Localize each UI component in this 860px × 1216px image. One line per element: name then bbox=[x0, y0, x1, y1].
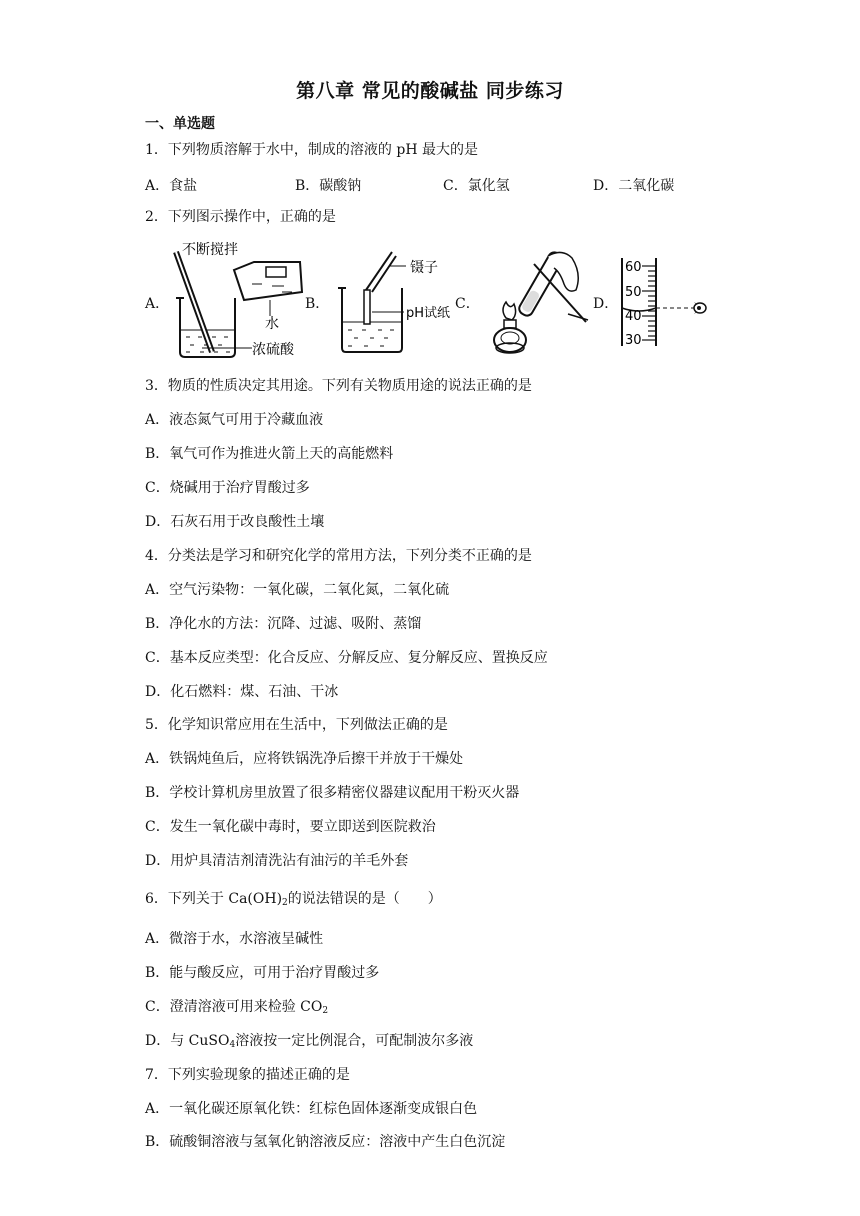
question-3-stem: 3．物质的性质决定其用途。下列有关物质用途的说法正确的是 bbox=[145, 378, 532, 394]
q6-option-b: B．能与酸反应，可用于治疗胃酸过多 bbox=[145, 965, 380, 981]
q4-option-c: C．基本反应类型：化合反应、分解反应、复分解反应、置换反应 bbox=[145, 650, 548, 666]
q3-option-d: D．石灰石用于改良酸性土壤 bbox=[145, 514, 325, 530]
q6-option-c-subscript: 2 bbox=[322, 1006, 329, 1016]
q6-option-c bbox=[145, 998, 328, 1020]
q4-option-a: A．空气污染物：一氧化碳，二氧化氮，二氧化硫 bbox=[145, 582, 450, 598]
q2-label-c: C． bbox=[455, 296, 480, 312]
tick-label: 60 bbox=[625, 260, 642, 275]
question-5-stem: 5．化学知识常应用在生活中，下列做法正确的是 bbox=[145, 717, 448, 733]
q3-option-a: A．液态氮气可用于冷藏血液 bbox=[145, 412, 324, 428]
q1-option-a: A．食盐 bbox=[145, 178, 198, 194]
q6-option-d-subscript: 4 bbox=[229, 1040, 236, 1050]
label-tweezers: 镊子 bbox=[410, 260, 438, 276]
q5-option-b: B．学校计算机房里放置了很多精密仪器建议配用干粉灭火器 bbox=[145, 785, 520, 801]
tick-label: 30 bbox=[625, 333, 642, 348]
question-6-stem bbox=[145, 890, 442, 912]
label-stir: 不断搅拌 bbox=[182, 242, 238, 258]
figure-ph-test bbox=[322, 248, 462, 354]
question-4-stem: 4．分类法是学习和研究化学的常用方法，下列分类不正确的是 bbox=[145, 548, 532, 564]
question-1-stem: 1．下列物质溶解于水中，制成的溶液的 pH 最大的是 bbox=[145, 142, 478, 158]
tick-label: 40 bbox=[625, 309, 642, 324]
q5-option-a: A．铁锅炖鱼后，应将铁锅洗净后擦干并放于干燥处 bbox=[145, 751, 464, 767]
figure-dilute-acid bbox=[162, 240, 307, 362]
q2-label-d: D． bbox=[593, 296, 619, 312]
q1-option-b: B．碳酸钠 bbox=[295, 178, 362, 194]
page-title: 第八章 常见的酸碱盐 同步练习 bbox=[296, 80, 564, 102]
q2-label-b: B． bbox=[305, 296, 330, 312]
q7-option-b: B．硫酸铜溶液与氢氧化钠溶液反应：溶液中产生白色沉淀 bbox=[145, 1134, 506, 1150]
label-conc-acid: 浓硫酸 bbox=[252, 342, 294, 358]
q6-stem-subscript: 2 bbox=[282, 898, 288, 908]
q4-option-b: B．净化水的方法：沉降、过滤、吸附、蒸馏 bbox=[145, 616, 422, 632]
q6-stem-text: 6．下列关于 Ca(OH) bbox=[145, 891, 283, 907]
q6-option-a: A．微溶于水，水溶液呈碱性 bbox=[145, 931, 324, 947]
question-7-stem: 7．下列实验现象的描述正确的是 bbox=[145, 1067, 350, 1083]
q6-option-d-text: D．与 CuSO bbox=[145, 1033, 230, 1049]
figure-cylinder-reading bbox=[612, 254, 712, 348]
section-heading: 一、单选题 bbox=[145, 116, 215, 132]
q7-option-a: A．一氧化碳还原氧化铁：红棕色固体逐渐变成银白色 bbox=[145, 1101, 478, 1117]
q4-option-d: D．化石燃料：煤、石油、干冰 bbox=[145, 684, 339, 700]
q2-label-a: A． bbox=[145, 296, 170, 312]
label-water: 水 bbox=[265, 316, 279, 332]
q1-option-d: D．二氧化碳 bbox=[593, 178, 675, 194]
q6-option-d bbox=[145, 1032, 473, 1054]
q3-option-b: B．氧气可作为推进火箭上天的高能燃料 bbox=[145, 446, 394, 462]
q5-option-d: D．用炉具清洁剂清洗沾有油污的羊毛外套 bbox=[145, 853, 409, 869]
q1-option-c: C．氯化氢 bbox=[443, 178, 510, 194]
q6-option-c-text: C．澄清溶液可用来检验 CO bbox=[145, 999, 323, 1015]
q6-option-d-tail: 溶液按一定比例混合，可配制波尔多液 bbox=[235, 1033, 474, 1049]
tick-label: 50 bbox=[625, 285, 642, 300]
q6-stem-tail: 的说法错误的是（ ） bbox=[287, 891, 442, 907]
label-ph-paper: pH试纸 bbox=[406, 306, 451, 321]
figure-heating-tube bbox=[476, 244, 598, 356]
q3-option-c: C．烧碱用于治疗胃酸过多 bbox=[145, 480, 310, 496]
q5-option-c: C．发生一氧化碳中毒时，要立即送到医院救治 bbox=[145, 819, 436, 835]
question-2-stem: 2．下列图示操作中，正确的是 bbox=[145, 209, 336, 225]
